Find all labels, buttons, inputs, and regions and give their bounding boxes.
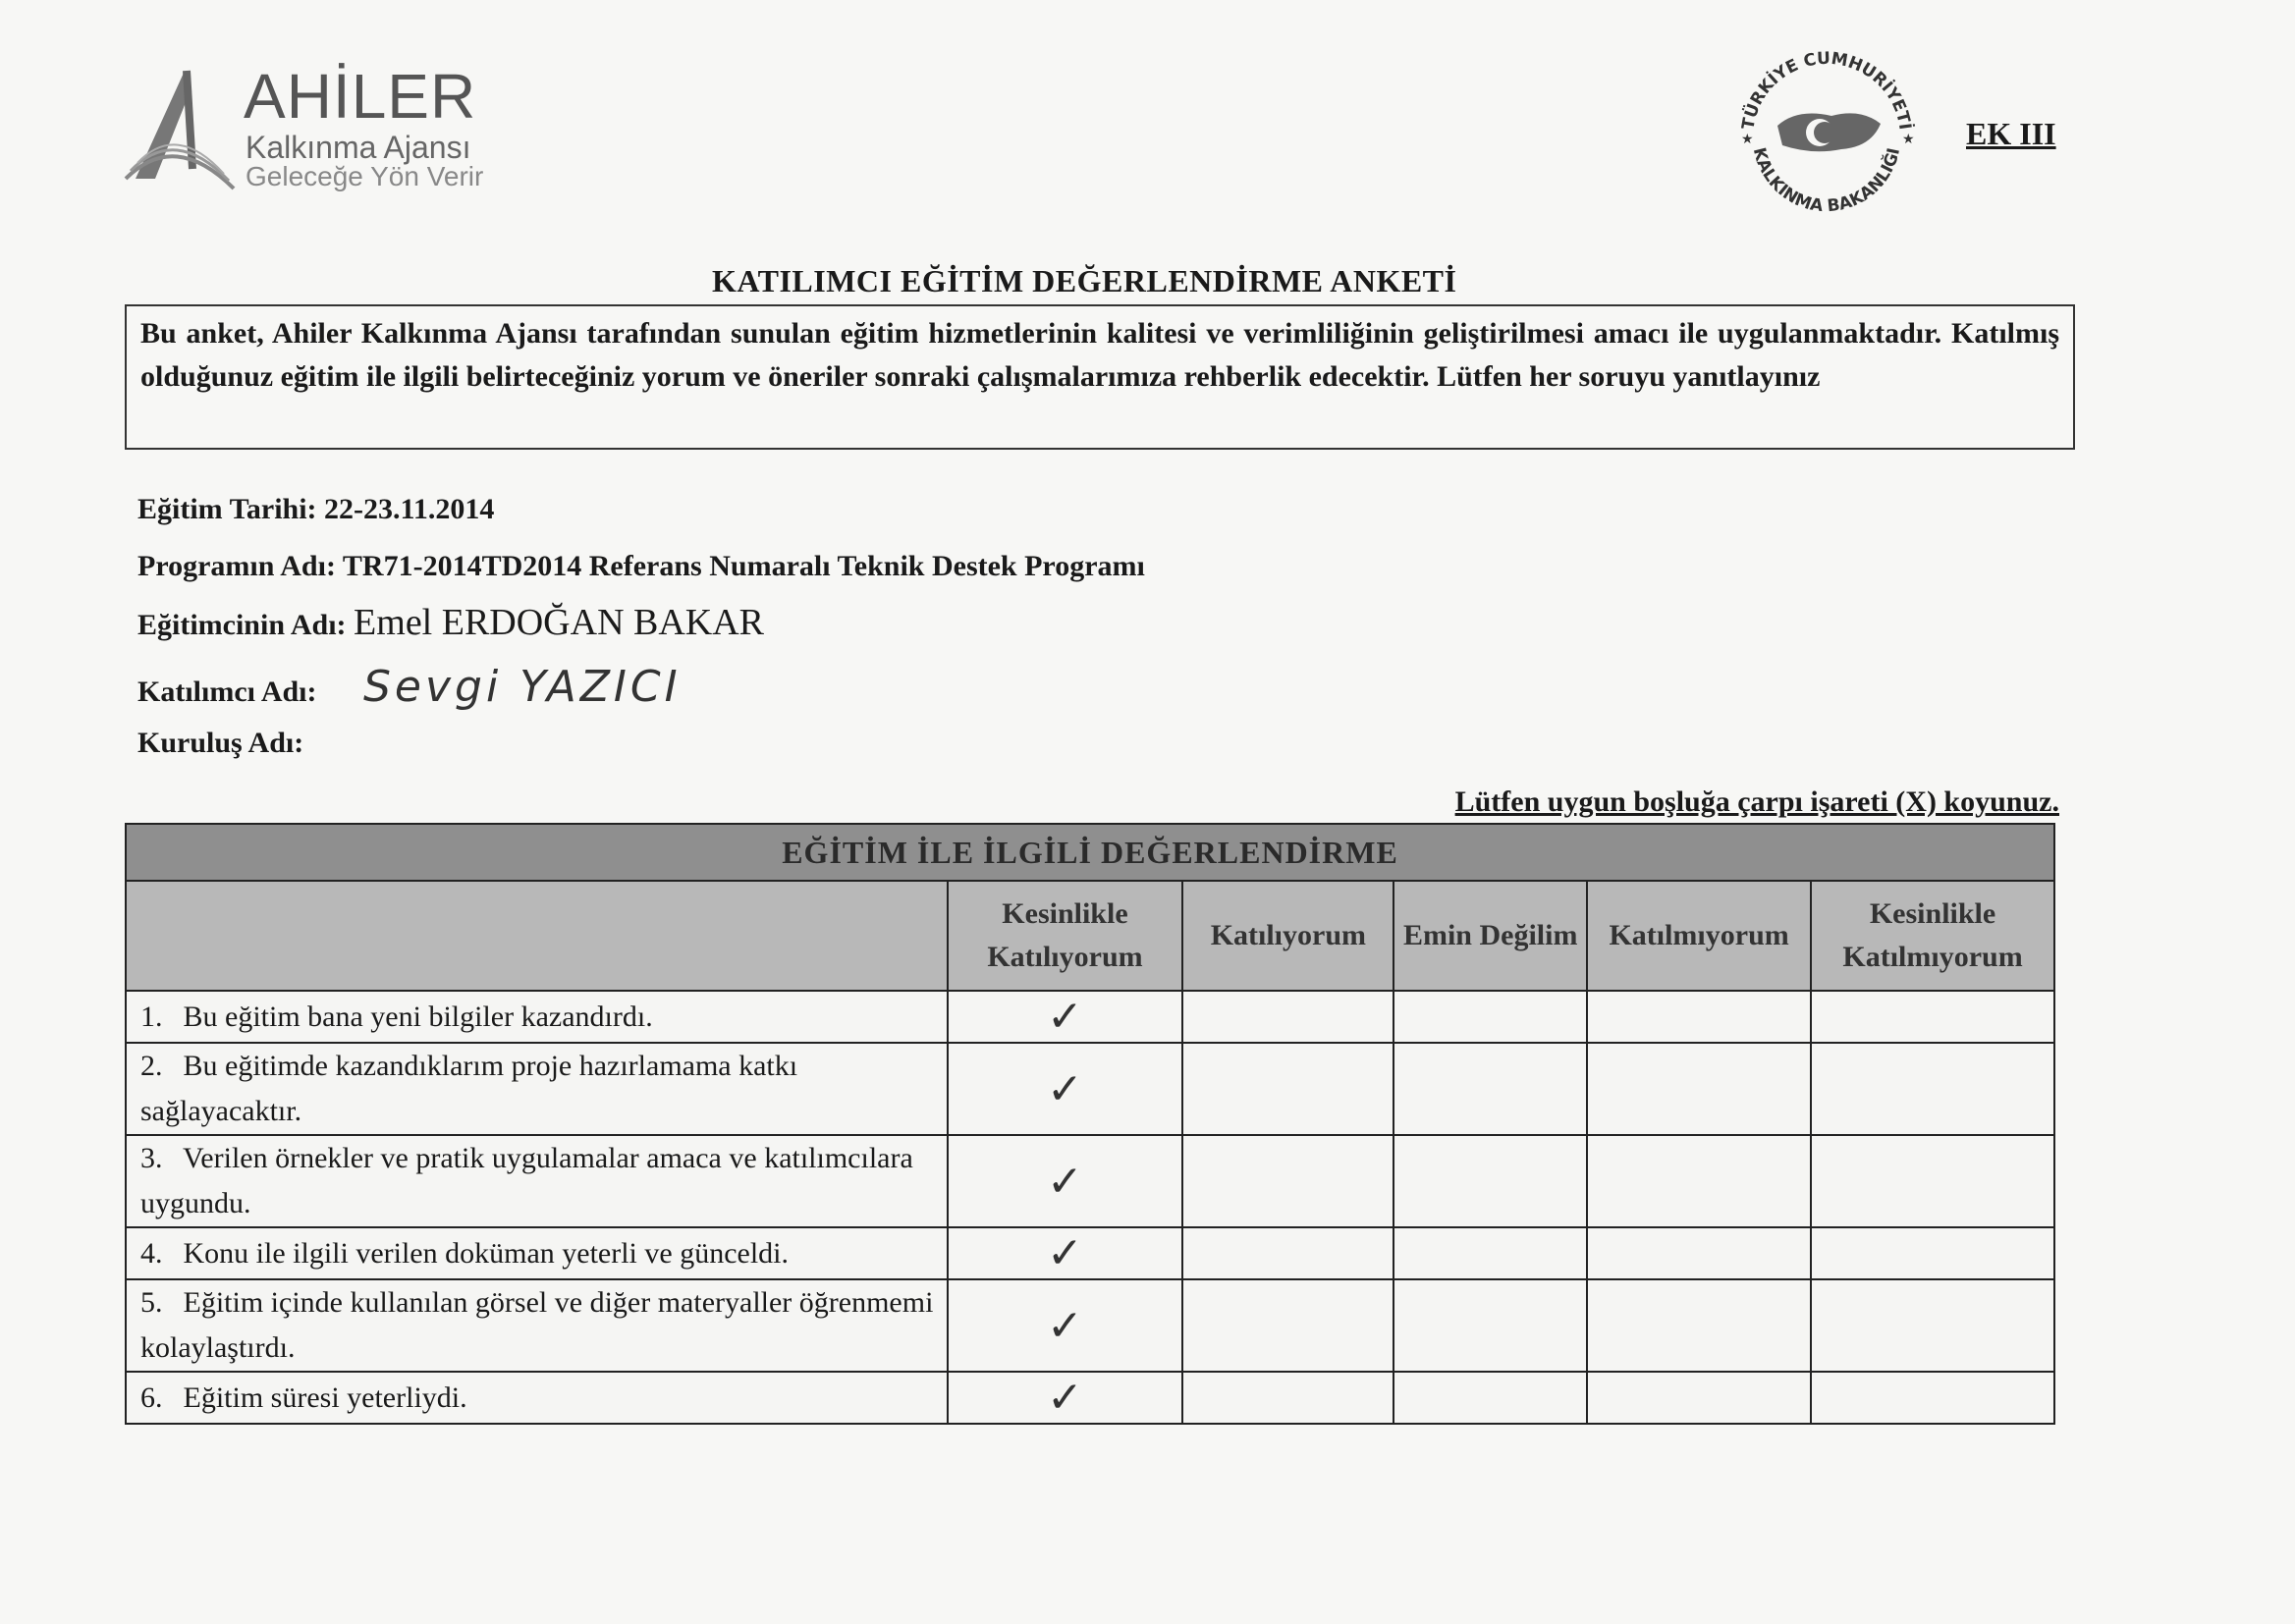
col-strongly-disagree: Kesinlikle Katılmıyorum (1811, 881, 2054, 991)
intro-box (125, 304, 2075, 450)
question-cell (126, 1372, 948, 1424)
answer-cell[interactable] (1393, 1372, 1587, 1424)
svg-text:★: ★ (1902, 133, 1915, 147)
trainer-value: Emel ERDOĞAN BAKAR (354, 602, 765, 643)
table-row (126, 1372, 2054, 1424)
answer-cell[interactable] (1182, 1279, 1393, 1372)
answer-cell[interactable] (1182, 1227, 1393, 1279)
answer-cell[interactable] (1811, 1372, 2054, 1424)
logo-name: AHİLER (244, 61, 477, 132)
seal-top-text: TÜRKİYE CUMHURİYETİ (1738, 48, 1915, 132)
answer-cell[interactable] (948, 991, 1183, 1043)
answer-cell[interactable] (1393, 991, 1587, 1043)
participant-label: Katılımcı Adı: (137, 676, 317, 708)
answer-cell[interactable] (1811, 1043, 2054, 1135)
col-agree: Katılıyorum (1182, 881, 1393, 991)
col-strongly-agree: Kesinlikle Katılıyorum (948, 881, 1183, 991)
question-text: Konu ile ilgili verilen doküman yeterli ve günceldi. (183, 1236, 790, 1270)
answer-cell[interactable] (1393, 1279, 1587, 1372)
date-value: 22-23.11.2014 (324, 493, 495, 525)
check-mark-icon: ✓ (1047, 1063, 1083, 1114)
table-row (126, 991, 2054, 1043)
question-text: Eğitim içinde kullanılan görsel ve diğer materyaller öğrenmemi kolaylaştırdı. (140, 1286, 934, 1364)
answer-cell[interactable] (1393, 1227, 1587, 1279)
answer-cell[interactable] (948, 1372, 1183, 1424)
question-number: 1. (140, 1000, 163, 1033)
answer-cell[interactable] (1811, 1227, 2054, 1279)
participant-line (137, 662, 682, 712)
answer-cell[interactable] (1811, 1135, 2054, 1227)
answer-cell[interactable] (1811, 991, 2054, 1043)
answer-cell[interactable] (1587, 1227, 1811, 1279)
answer-cell[interactable] (1393, 1135, 1587, 1227)
check-mark-icon: ✓ (1047, 1300, 1083, 1351)
answer-cell[interactable] (948, 1227, 1183, 1279)
trainer-label: Eğitimcinin Adı: (137, 609, 347, 641)
question-number: 3. (140, 1142, 163, 1174)
question-text: Bu eğitim bana yeni bilgiler kazandırdı. (183, 1000, 653, 1033)
check-mark-icon: ✓ (1047, 1156, 1083, 1207)
answer-cell[interactable] (948, 1279, 1183, 1372)
ahiler-logo-icon (116, 61, 244, 198)
question-cell (126, 1043, 948, 1135)
question-number: 6. (140, 1380, 163, 1414)
question-number: 5. (140, 1286, 163, 1319)
logo-slogan: Geleceğe Yön Verir (246, 161, 484, 191)
logo-subtitle: Kalkınma Ajansı (246, 130, 471, 165)
intro-text: Bu anket, Ahiler Kalkınma Ajansı tarafından sunulan eğitim hizmetlerinin kalitesi ve verimliliğinin geliştirilmesi amacı ile uygulanmaktadır. Katılmış olduğunuz eğitim ile ilgili belirteceğiniz yorum ve öneriler sonraki çalışmalarımıza rehberlik edecektir. Lütfen her soruyu yanıtlayınız (140, 317, 2059, 393)
answer-cell[interactable] (1182, 1043, 1393, 1135)
svg-text:★: ★ (1741, 133, 1754, 147)
question-text: Eğitim süresi yeterliydi. (183, 1380, 467, 1414)
blank-header (126, 881, 948, 991)
col-unsure: Emin Değilim (1393, 881, 1587, 991)
annex-label: EK III (1966, 116, 2056, 151)
question-number: 4. (140, 1236, 163, 1270)
institution-line (137, 727, 303, 760)
answer-cell[interactable] (1182, 1372, 1393, 1424)
seal-bottom-text: KALKINMA BAKANLIĞI (1748, 145, 1905, 217)
question-cell (126, 1227, 948, 1279)
program-value: TR71-2014TD2014 Referans Numaralı Teknik Destek Programı (342, 550, 1145, 582)
answer-cell[interactable] (948, 1043, 1183, 1135)
answer-cell[interactable] (1811, 1279, 2054, 1372)
col-disagree: Katılmıyorum (1587, 881, 1811, 991)
check-mark-icon: ✓ (1047, 1373, 1083, 1423)
answer-cell[interactable] (1393, 1043, 1587, 1135)
form-title: KATILIMCI EĞİTİM DEĞERLENDİRME ANKETİ (712, 263, 1457, 298)
svg-text:KALKINMA BAKANLIĞI (1749, 145, 1904, 216)
table-row (126, 1043, 2054, 1135)
program-label: Programın Adı: (137, 550, 336, 582)
evaluation-table (125, 823, 2055, 1425)
answer-cell[interactable] (1182, 1135, 1393, 1227)
answer-cell[interactable] (1587, 1135, 1811, 1227)
question-text: Verilen örnekler ve pratik uygulamalar amaca ve katılımcılara uygundu. (140, 1142, 913, 1219)
answer-cell[interactable] (1587, 1372, 1811, 1424)
ministry-seal-icon (1723, 39, 1930, 236)
date-label: Eğitim Tarihi: (137, 493, 317, 525)
participant-handwritten-name: Sevgi YAZICI (363, 662, 682, 712)
question-number: 2. (140, 1050, 163, 1082)
table-row (126, 1227, 2054, 1279)
program-line (137, 550, 1145, 583)
date-line (137, 493, 494, 526)
answer-cell[interactable] (948, 1135, 1183, 1227)
question-cell (126, 991, 948, 1043)
instruction-text: Lütfen uygun boşluğa çarpı işareti (X) koyunuz. (1454, 785, 2059, 818)
column-header-row (126, 881, 2054, 991)
question-cell (126, 1135, 948, 1227)
trainer-line (137, 601, 764, 644)
answer-cell[interactable] (1587, 991, 1811, 1043)
table-row (126, 1279, 2054, 1372)
table-row (126, 1135, 2054, 1227)
question-cell (126, 1279, 948, 1372)
answer-cell[interactable] (1182, 991, 1393, 1043)
institution-label: Kuruluş Adı: (137, 727, 304, 759)
check-mark-icon: ✓ (1047, 992, 1083, 1042)
answer-cell[interactable] (1587, 1279, 1811, 1372)
answer-cell[interactable] (1587, 1043, 1811, 1135)
check-mark-icon: ✓ (1047, 1228, 1083, 1278)
question-text: Bu eğitimde kazandıklarım proje hazırlamama katkı sağlayacaktır. (140, 1050, 798, 1127)
section-title: EĞİTİM İLE İLGİLİ DEĞERLENDİRME (126, 824, 2054, 881)
